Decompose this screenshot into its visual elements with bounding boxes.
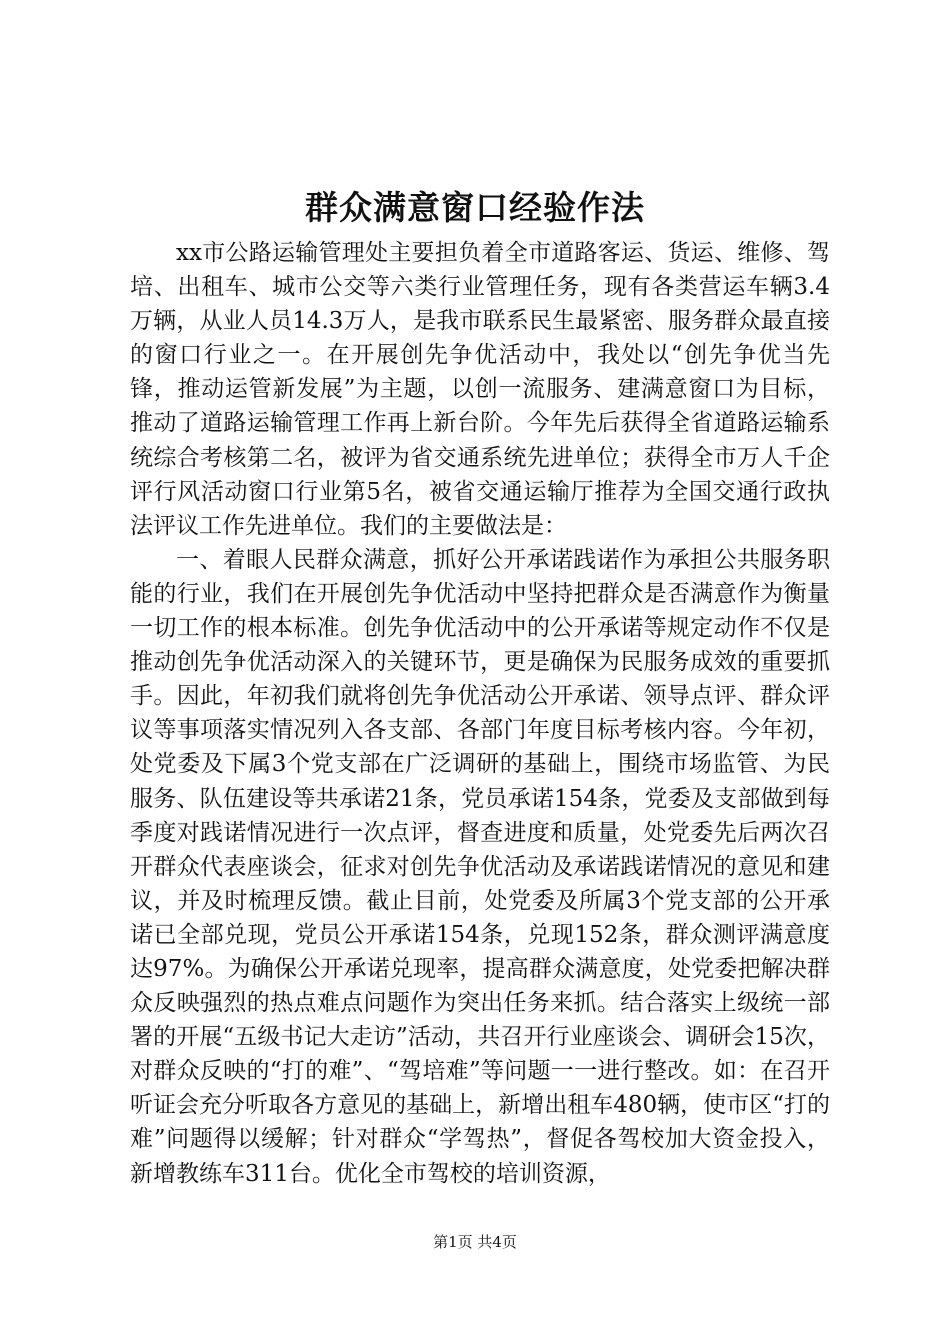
document-body	[130, 236, 830, 1191]
paragraph-intro: xx市公路运输管理处主要担负着全市道路客运、货运、维修、驾培、出租车、城市公交等六类行业管理任务，现有各类营运车辆3.4万辆，从业人员14.3万人，是我市联系民生最紧密、服务群众最直接的窗口行业之一。在开展创先争优活动中，我处以“创先争优当先锋，推动运管新发展”为主题，以创一流服务、建满意窗口为目标，推动了道路运输管理工作再上新台阶。今年先后获得全省道路运输系统综合考核第二名，被评为省交通系统先进单位；获得全市万人千企评行风活动窗口行业第5名，被省交通运输厅推荐为全国交通行政执法评议工作先进单位。我们的主要做法是：	[130, 240, 830, 539]
document-title: 群众满意窗口经验作法	[305, 188, 645, 227]
page-footer: 第1页 共4页	[433, 1233, 517, 1251]
paragraph-section-one: 一、着眼人民群众满意，抓好公开承诺践诺作为承担公共服务职能的行业，我们在开展创先争优活动中坚持把群众是否满意作为衡量一切工作的根本标准。创先争优活动中的公开承诺等规定动作不仅是推动创先争优活动深入的关键环节，更是确保为民服务成效的重要抓手。因此，年初我们就将创先争优活动公开承诺、领导点评、群众评议等事项落实情况列入各支部、各部门年度目标考核内容。今年初，处党委及下属3个党支部在广泛调研的基础上，围绕市场监管、为民服务、队伍建设等共承诺21条，党员承诺154条，党委及支部做到每季度对践诺情况进行一次点评，督查进度和质量，处党委先后两次召开群众代表座谈会，征求对创先争优活动及承诺践诺情况的意见和建议，并及时梳理反馈。截止目前，处党委及所属3个党支部的公开承诺已全部兑现，党员公开承诺154条，兑现152条，群众测评满意度达97%。为确保公开承诺兑现率，提高群众满意度，处党委把解决群众反映强烈的热点难点问题作为突出任务来抓。结合落实上级统一部署的开展“五级书记大走访”活动，共召开行业座谈会、调研会15次，对群众反映的“打的难”、“驾培难”等问题一一进行整改。如：在召开听证会充分听取各方意见的基础上，新增出租车480辆，使市区“打的难”问题得以缓解；针对群众“学驾热”，督促各驾校加大资金投入，新增教练车311台。优化全市驾校的培训资源，	[130, 546, 830, 1187]
